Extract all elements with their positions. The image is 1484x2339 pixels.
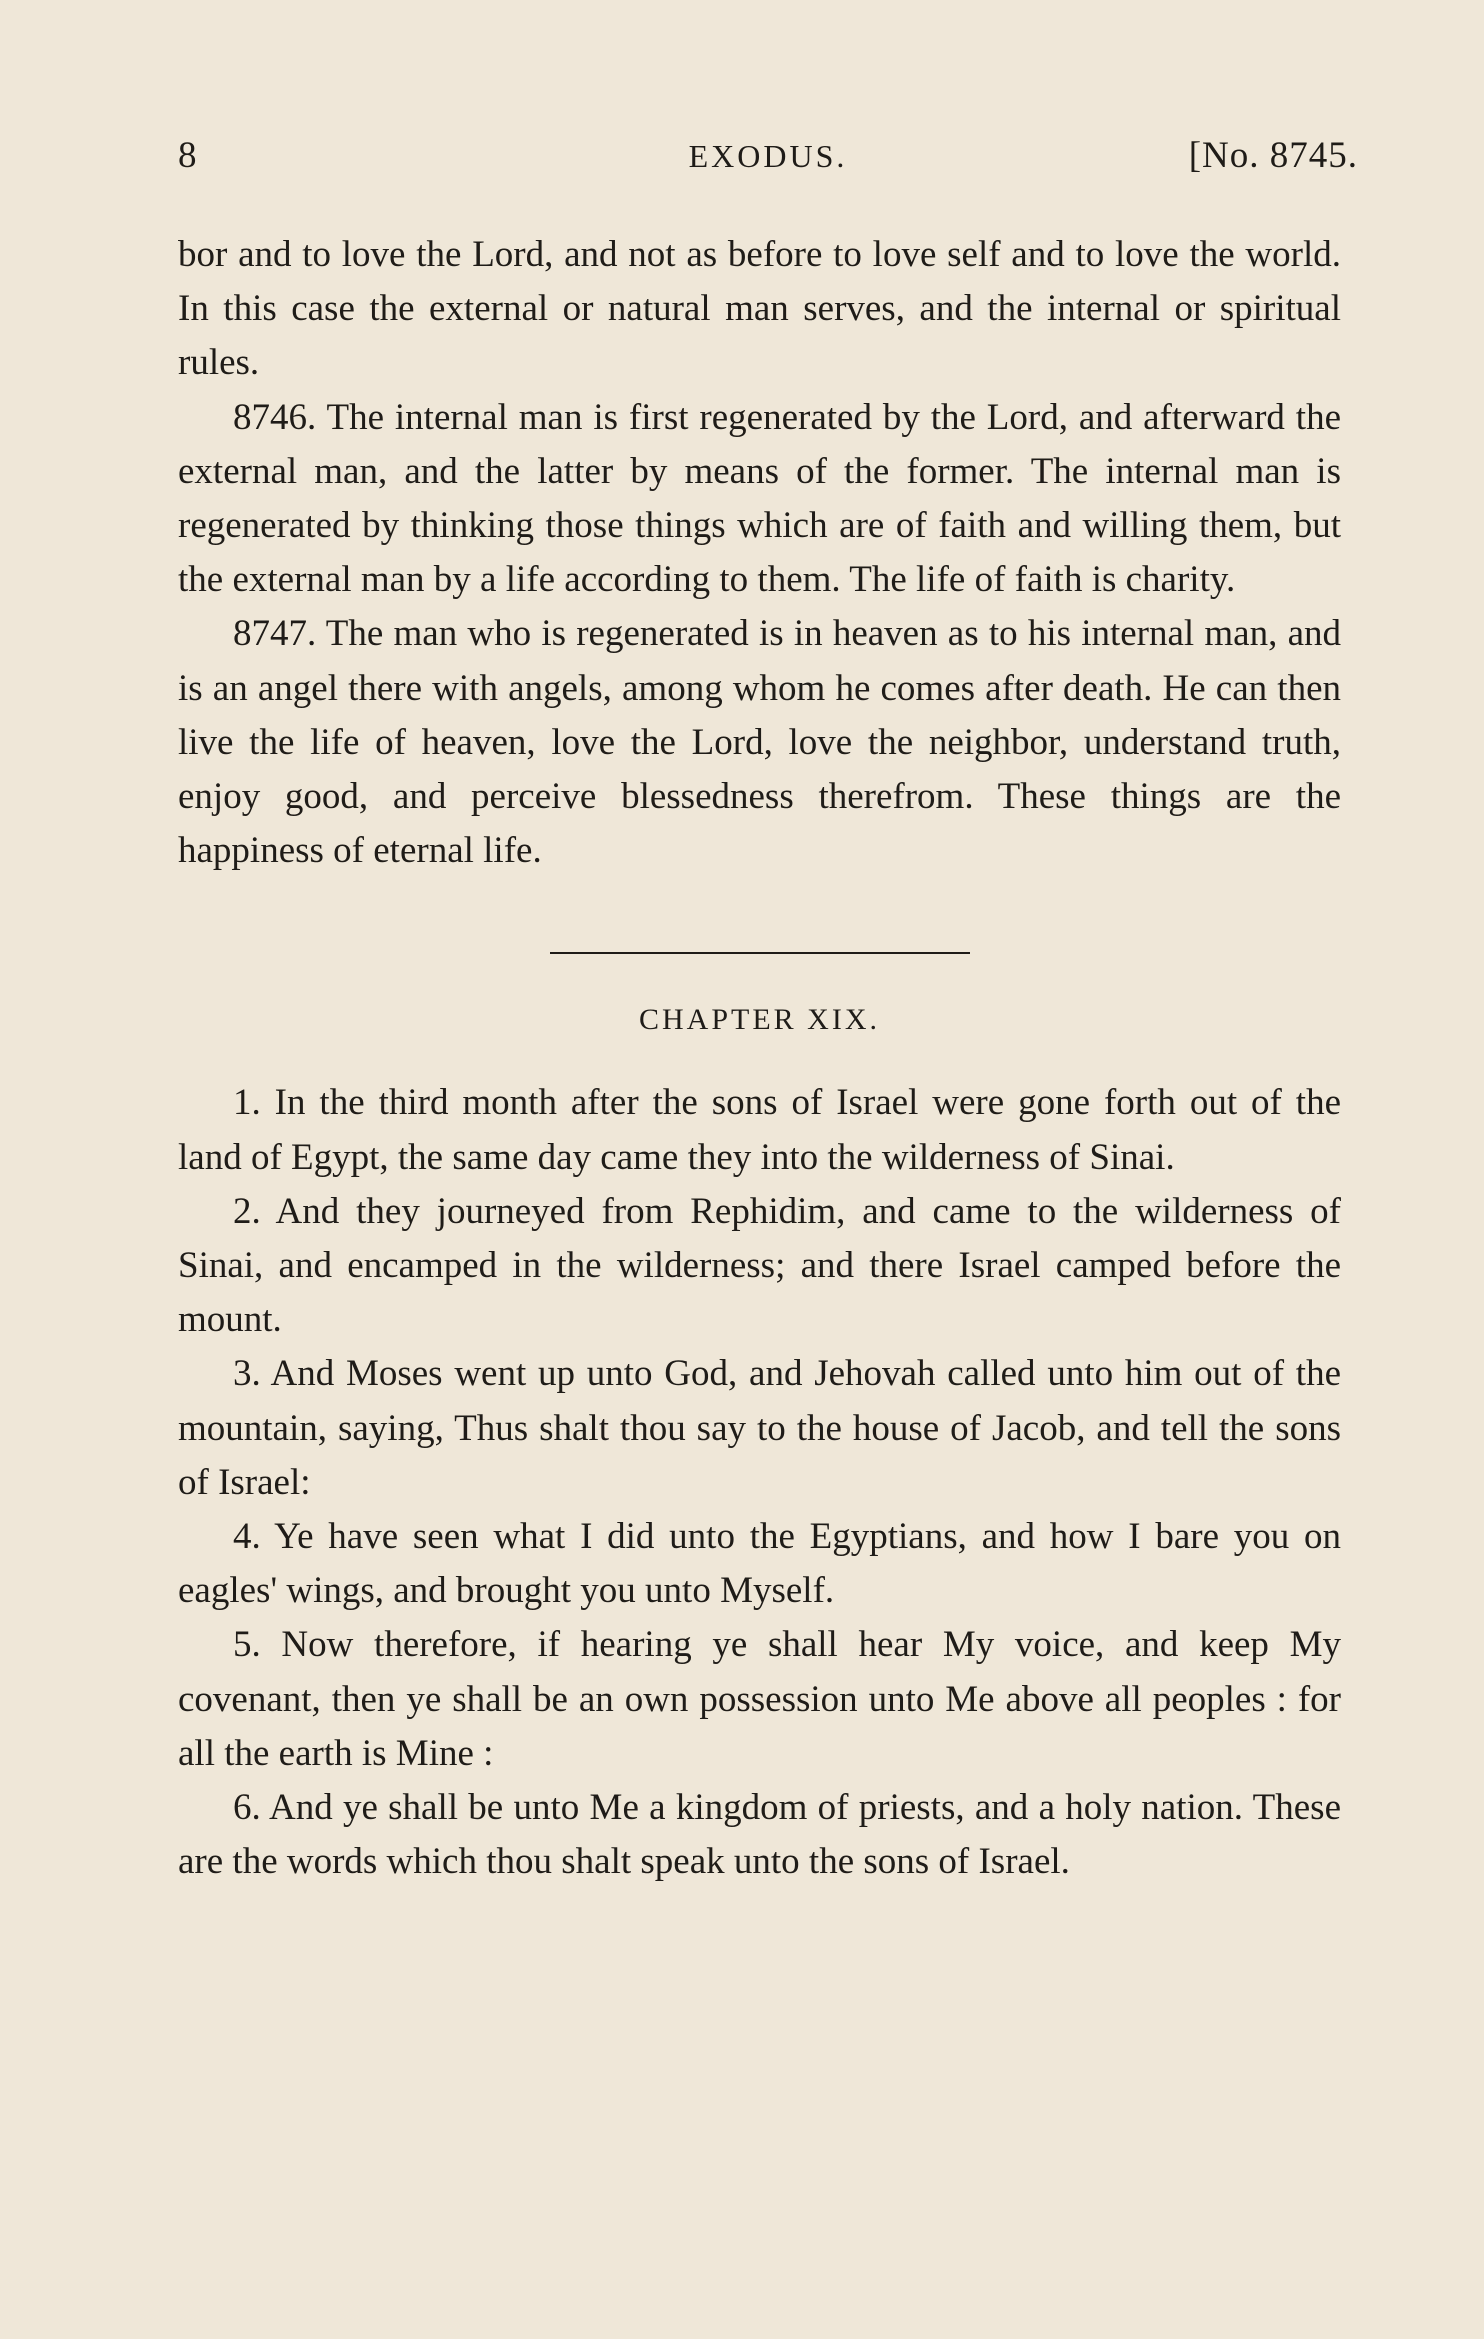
page-body <box>178 228 1341 1889</box>
verse-1: 1. In the third month after the sons of Israel were gone forth out of the land of Egypt, the same day came they into the wilderness of Sinai. <box>178 1082 1341 1178</box>
chapter-heading: CHAPTER XIX. <box>638 1003 880 1037</box>
section-reference: [No. 8745. <box>1188 135 1358 176</box>
verse-6: 6. And ye shall be unto Me a kingdom of priests, and a holy nation. These are the words which thou shalt speak unto the sons of Israel. <box>178 1787 1341 1883</box>
verse-2: 2. And they journeyed from Rephidim, and came to the wilderness of Sinai, and encamped in the wilderness; and there Israel camped before the mount. <box>178 1190 1341 1341</box>
verse-5: 5. Now therefore, if hearing ye shall hear My voice, and keep My covenant, then ye shall be an own possession unto Me above all peoples : for all the earth is Mine : <box>178 1624 1341 1774</box>
verse-4: 4. Ye have seen what I did unto the Egyptians, and how I bare you on eagles' wings, and brought you unto Myself. <box>178 1516 1341 1612</box>
verse-3: 3. And Moses went up unto God, and Jehovah called unto him out of the mountain, saying, Thus shalt thou say to the house of Jacob, and tell the sons of Israel: <box>178 1353 1341 1503</box>
paragraph-8747: 8747. The man who is regenerated is in heaven as to his internal man, and is an angel there with angels, among whom he comes after death. He can then live the life of heaven, love the Lord, love the neighbor, understand truth, enjoy good, and perceive blessedness therefrom. These things are the happiness of eternal life. <box>178 613 1341 872</box>
section-divider <box>550 952 970 954</box>
paragraph-8746: 8746. The internal man is first regenerated by the Lord, and afterward the external man, and the latter by means of the former. The internal man is regenerated by thinking those things which are of faith and willing them, but the external man by a life according to them. The life of faith is charity. <box>178 396 1341 601</box>
running-head: EXODUS. <box>688 138 848 174</box>
page-number: 8 <box>178 135 198 176</box>
page-header <box>178 134 1358 180</box>
continued-paragraph: bor and to love the Lord, and not as before to love self and to love the world. In this case the external or natural man serves, and the internal or spiritual rules. <box>178 234 1341 384</box>
